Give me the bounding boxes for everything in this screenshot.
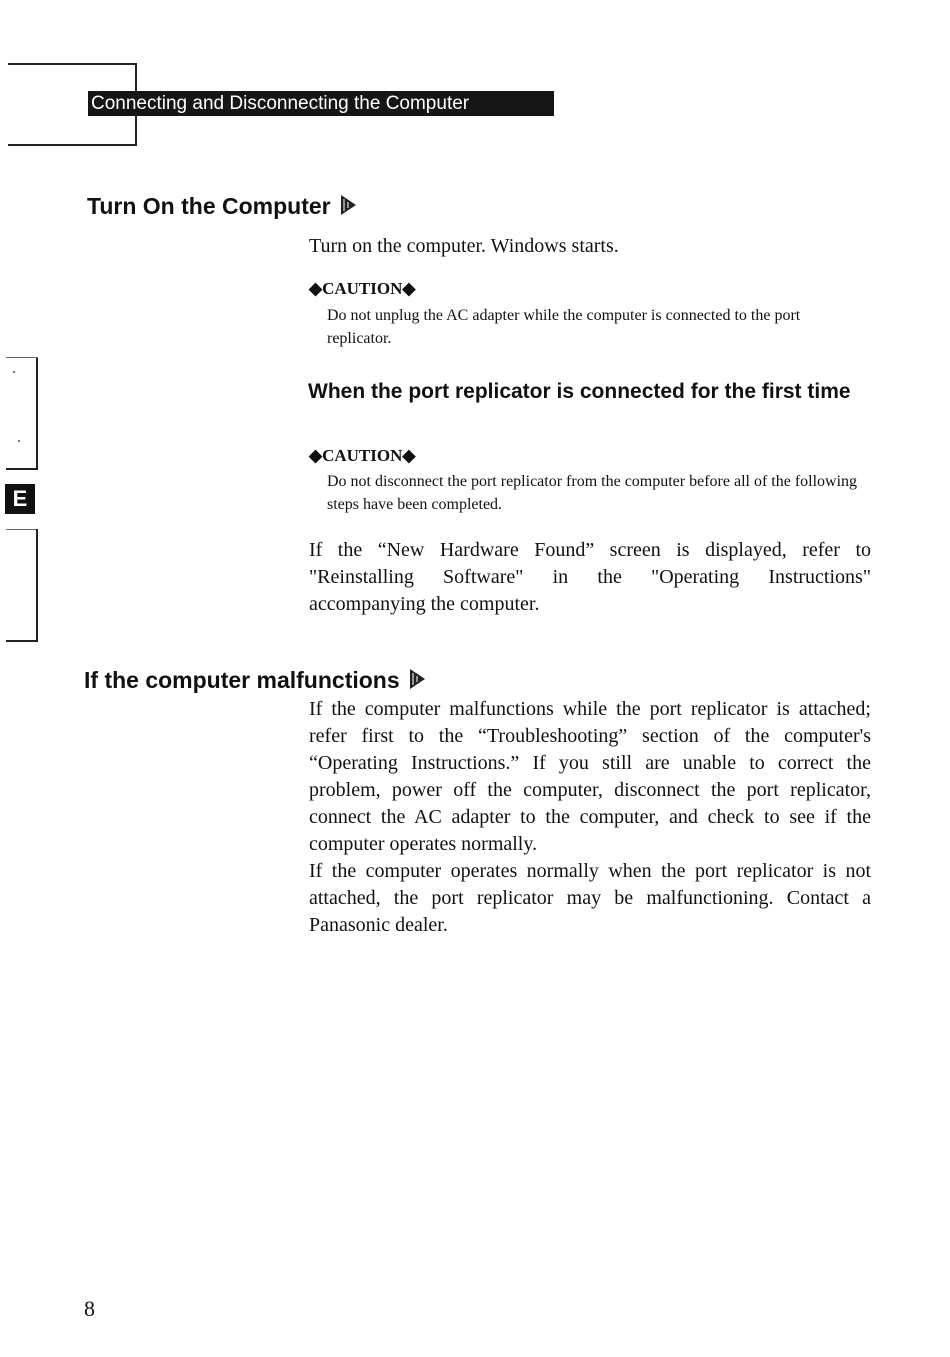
page-number: 8 xyxy=(84,1296,95,1321)
malfunction-heading xyxy=(84,666,426,696)
header-bracket-top-vertical xyxy=(135,63,137,91)
caution-label: ◆CAUTION◆ xyxy=(309,446,416,465)
malfunction-text xyxy=(309,696,871,939)
caution-label: ◆CAUTION◆ xyxy=(309,279,416,298)
malfunction-paragraph-1: If the computer malfunctions while the port replicator is attached; refer first to the “Troubleshooting” section of the computer's “Operating Instructions.” If you still are unable to correct the problem, power off the computer, disconnect the port replicator, connect the AC adapter to the computer, and check to see if the computer operates normally. xyxy=(309,698,871,855)
language-tab-badge: E xyxy=(5,484,35,514)
caution-text: Do not disconnect the port replicator from the computer before all of the following steps have been completed. xyxy=(327,473,858,513)
first-time-text: If the “New Hardware Found” screen is displayed, refer to "Reinstalling Software" in the "Operating Instructions" accompanying the computer. xyxy=(309,539,871,615)
triangle-arrow-icon xyxy=(339,194,357,222)
side-tab-upper-bottom xyxy=(6,468,38,470)
header-bracket-bottom-vertical xyxy=(135,116,137,145)
header-bracket-top xyxy=(8,63,137,65)
side-tab-upper-vertical xyxy=(36,357,38,469)
section-title-banner: Connecting and Disconnecting the Computer xyxy=(88,91,554,116)
malfunction-paragraph-2: If the computer operates normally when the port replicator is not attached, the port replicator may be malfunctioning. Contact a Panasonic dealer. xyxy=(309,860,871,936)
side-tab-upper-top xyxy=(6,357,38,358)
turn-on-text: Turn on the computer. Windows starts. xyxy=(309,235,619,257)
side-tab-lower-vertical xyxy=(36,529,38,641)
caution-text: Do not unplug the AC adapter while the computer is connected to the port replicator. xyxy=(327,307,801,347)
triangle-arrow-icon xyxy=(408,668,426,696)
header-bracket-bottom xyxy=(8,144,137,146)
side-tab-tick xyxy=(13,371,15,373)
turn-on-heading-text: Turn On the Computer xyxy=(87,193,331,219)
side-tab-lower-top xyxy=(6,529,38,530)
malfunction-heading-text: If the computer malfunctions xyxy=(84,667,400,693)
side-tab-tick xyxy=(18,440,20,442)
side-tab-lower-bottom xyxy=(6,640,38,642)
turn-on-heading xyxy=(87,192,357,222)
first-time-heading: When the port replicator is connected for the first time xyxy=(308,380,851,403)
